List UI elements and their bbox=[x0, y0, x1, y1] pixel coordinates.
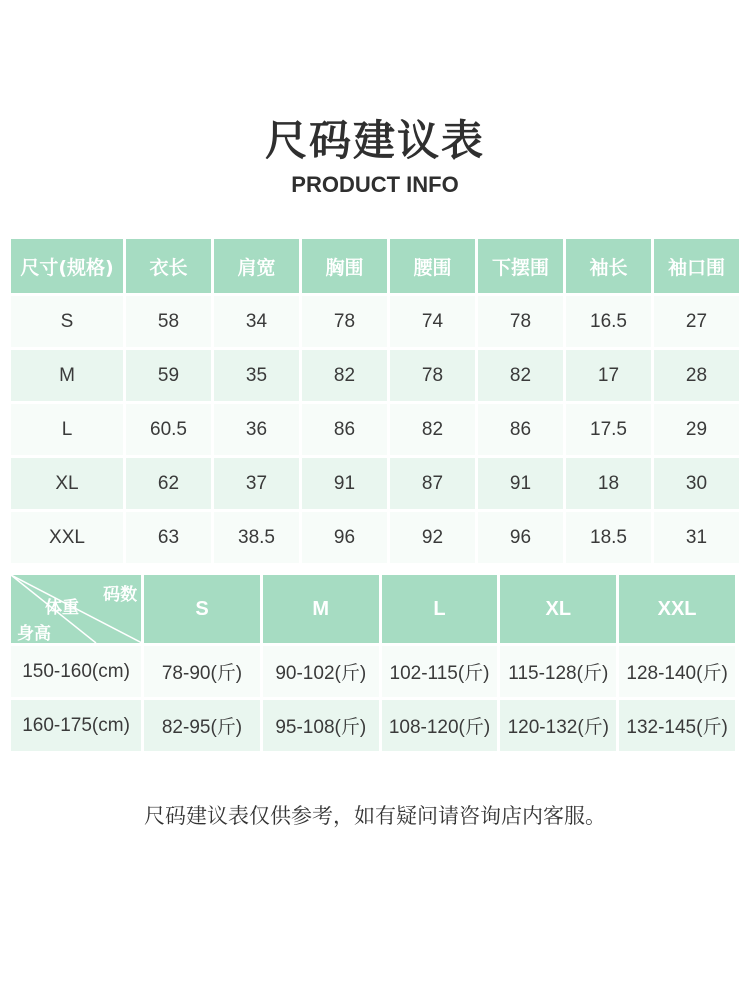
weight-header-cell: S bbox=[144, 575, 260, 643]
weight-header-cell: XL bbox=[500, 575, 616, 643]
table-cell: 96 bbox=[302, 512, 387, 563]
table-cell: 128-140(斤) bbox=[619, 646, 735, 697]
table-cell: 35 bbox=[214, 350, 299, 401]
table-cell: L bbox=[11, 404, 123, 455]
table-cell: 95-108(斤) bbox=[263, 700, 379, 751]
size-table-header-row bbox=[11, 239, 739, 293]
table-cell: 78 bbox=[302, 296, 387, 347]
disclaimer-note: 尺码建议表仅供参考，如有疑问请咨询店内客服。 bbox=[144, 804, 606, 828]
table-cell: 18 bbox=[566, 458, 651, 509]
size-header-cell: 袖口围 bbox=[654, 239, 739, 293]
table-cell: 82 bbox=[390, 404, 475, 455]
table-cell: 78 bbox=[390, 350, 475, 401]
table-cell: 58 bbox=[126, 296, 211, 347]
corner-label-size: 码数 bbox=[103, 585, 138, 605]
corner-label-weight: 体重 bbox=[45, 598, 79, 618]
table-cell: 108-120(斤) bbox=[382, 700, 498, 751]
table-cell: 120-132(斤) bbox=[500, 700, 616, 751]
table-cell: S bbox=[11, 296, 123, 347]
weight-height-table bbox=[8, 572, 738, 754]
size-header-cell: 下摆围 bbox=[478, 239, 563, 293]
table-cell: 74 bbox=[390, 296, 475, 347]
table-row bbox=[11, 512, 739, 563]
table-cell: 37 bbox=[214, 458, 299, 509]
table-cell: M bbox=[11, 350, 123, 401]
table-row bbox=[11, 296, 739, 347]
table-cell: 102-115(斤) bbox=[382, 646, 498, 697]
table-cell: 150-160(cm) bbox=[11, 646, 141, 697]
table-cell: 38.5 bbox=[214, 512, 299, 563]
table-cell: 132-145(斤) bbox=[619, 700, 735, 751]
size-header-cell: 腰围 bbox=[390, 239, 475, 293]
size-header-cell: 袖长 bbox=[566, 239, 651, 293]
table-cell: 28 bbox=[654, 350, 739, 401]
table-cell: 60.5 bbox=[126, 404, 211, 455]
size-header-cell: 尺寸(规格) bbox=[11, 239, 123, 293]
table-cell: 92 bbox=[390, 512, 475, 563]
table-row bbox=[11, 404, 739, 455]
table-cell: 160-175(cm) bbox=[11, 700, 141, 751]
page-subtitle: PRODUCT INFO bbox=[291, 172, 459, 197]
table-cell: 36 bbox=[214, 404, 299, 455]
table-cell: 16.5 bbox=[566, 296, 651, 347]
table-cell: XXL bbox=[11, 512, 123, 563]
table-cell: 62 bbox=[126, 458, 211, 509]
table-row bbox=[11, 700, 735, 751]
table-cell: 82 bbox=[302, 350, 387, 401]
table-cell: XL bbox=[11, 458, 123, 509]
table-cell: 87 bbox=[390, 458, 475, 509]
table-cell: 31 bbox=[654, 512, 739, 563]
table-cell: 86 bbox=[478, 404, 563, 455]
weight-header-cell: M bbox=[263, 575, 379, 643]
size-table bbox=[8, 236, 742, 566]
table-cell: 29 bbox=[654, 404, 739, 455]
table-cell: 96 bbox=[478, 512, 563, 563]
table-cell: 17.5 bbox=[566, 404, 651, 455]
weight-header-cell: L bbox=[382, 575, 498, 643]
table-cell: 86 bbox=[302, 404, 387, 455]
table-cell: 17 bbox=[566, 350, 651, 401]
table-row bbox=[11, 458, 739, 509]
size-header-cell: 胸围 bbox=[302, 239, 387, 293]
weight-header-cell: XXL bbox=[619, 575, 735, 643]
table-cell: 63 bbox=[126, 512, 211, 563]
size-header-cell: 肩宽 bbox=[214, 239, 299, 293]
table-cell: 59 bbox=[126, 350, 211, 401]
table-cell: 27 bbox=[654, 296, 739, 347]
table-cell: 78 bbox=[478, 296, 563, 347]
size-header-cell: 衣长 bbox=[126, 239, 211, 293]
table-cell: 78-90(斤) bbox=[144, 646, 260, 697]
table-cell: 90-102(斤) bbox=[263, 646, 379, 697]
table-cell: 91 bbox=[478, 458, 563, 509]
table-cell: 30 bbox=[654, 458, 739, 509]
page-title: 尺码建议表 bbox=[264, 116, 485, 165]
diagonal-header-cell bbox=[11, 575, 141, 643]
weight-table-header-row bbox=[11, 575, 735, 643]
table-row bbox=[11, 350, 739, 401]
table-cell: 91 bbox=[302, 458, 387, 509]
table-cell: 34 bbox=[214, 296, 299, 347]
corner-label-height: 身高 bbox=[17, 624, 51, 643]
table-cell: 115-128(斤) bbox=[500, 646, 616, 697]
table-cell: 82 bbox=[478, 350, 563, 401]
table-row bbox=[11, 646, 735, 697]
table-cell: 82-95(斤) bbox=[144, 700, 260, 751]
table-cell: 18.5 bbox=[566, 512, 651, 563]
